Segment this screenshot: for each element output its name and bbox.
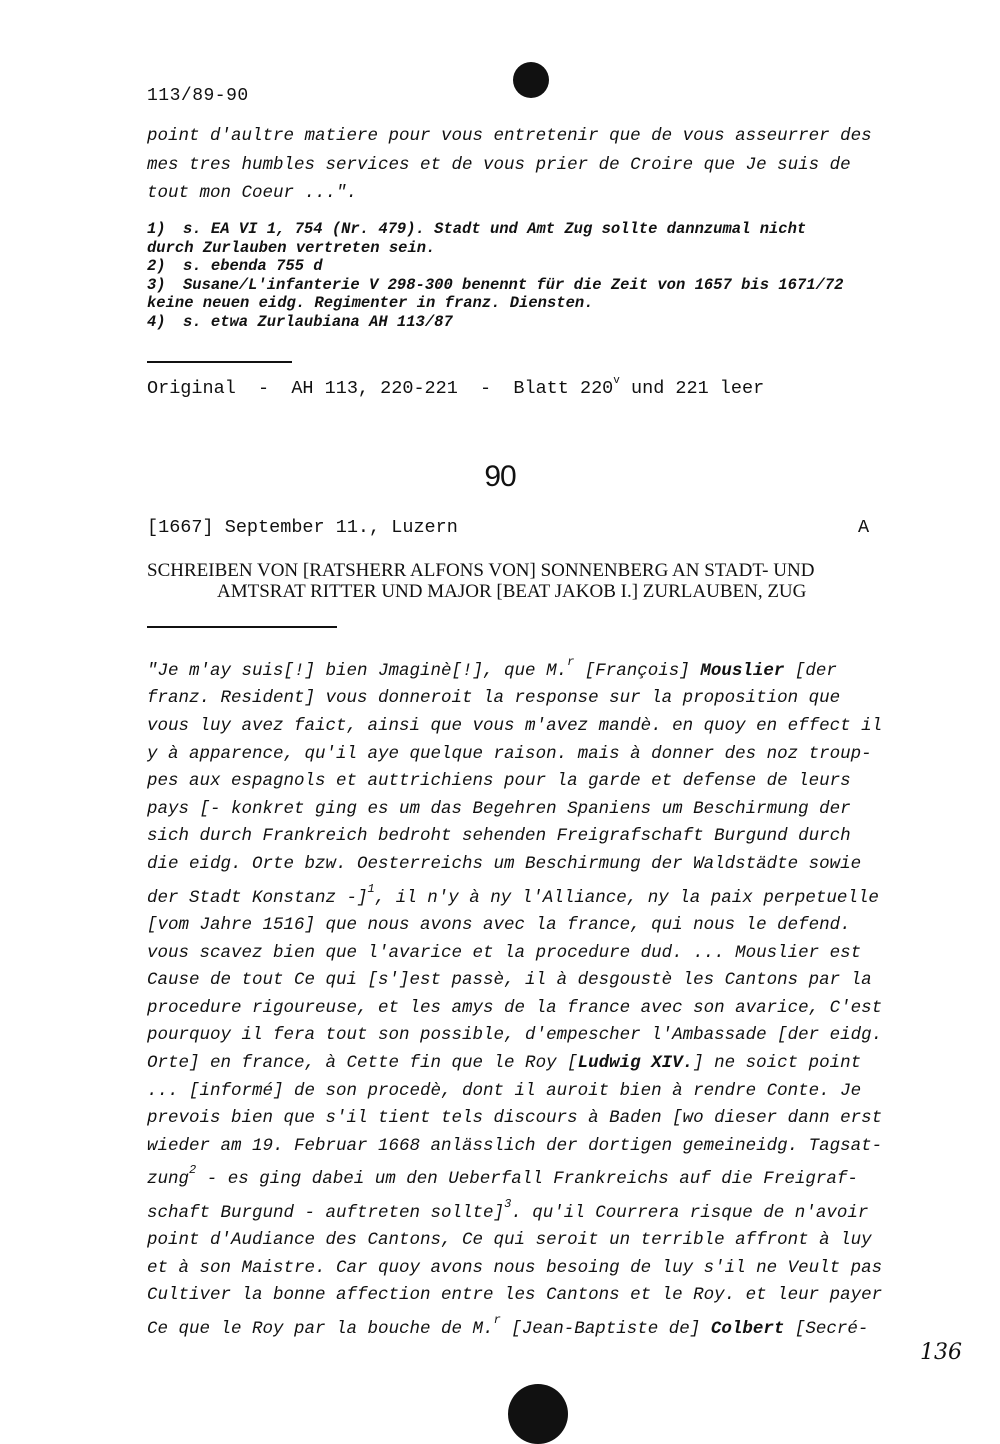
title-line: SCHREIBEN VON [RATSHERR ALFONS VON] SONNENBERG AN STADT- UND [147,560,815,581]
body-line [147,1133,917,1161]
footnote-text: keine neuen eidg. Regimenter in franz. Diensten. [147,294,594,313]
text-run: et à son Maistre. Car quoy avons nous besoing de luy s'il ne Veult pas [147,1257,883,1278]
text-run: vous luy avez faict, ainsi que vous m'avez mandè. en quoy en effect il [147,716,883,737]
text-run: [Jean-Baptiste de] [500,1318,711,1339]
text-run: prevois bien que s'il tient tels discours à Baden [wo dieser dann erst [147,1108,883,1129]
dateline: [1667] September 11., Luzern [147,517,458,538]
body-line [147,741,917,769]
bold-name: Colbert [710,1318,785,1339]
text-run: ] ne soict point [693,1052,862,1073]
body-line [147,851,917,879]
punch-hole-bottom [508,1384,568,1444]
original-suffix: und 221 leer [619,378,765,400]
body-line [147,995,917,1023]
body-line [147,1310,917,1343]
body-line [147,1282,917,1310]
footnote-marker: r [567,655,575,669]
text-run: wieder am 19. Februar 1668 anlässlich der dortigen gemeineidg. Tagsat- [147,1135,883,1156]
footnote-4 [147,313,917,332]
footnote-number: 2) [147,257,166,276]
body-line [147,1105,917,1133]
text-run: Ce que le Roy par la bouche de M. [147,1318,494,1339]
body-line [147,713,917,741]
folio-number: 136 [920,1340,962,1365]
body-line [147,685,917,713]
letter-body [147,652,917,1343]
body-line [147,1050,917,1078]
footnote-marker: r [493,1312,501,1327]
text-run: pourquoy il fera tout son possible, d'empescher l'Ambassade [der eidg. [147,1025,883,1046]
footnotes [147,220,917,332]
text-run: ... [informé] de son procedè, dont il auroit bien à rendre Conte. Je [147,1080,862,1101]
body-line [147,879,917,912]
document-title [147,560,814,602]
original-source-line [147,375,765,400]
text-run: , il n'y à ny l'Alliance, ny la paix perpetuelle [374,887,879,908]
footnote-text: s. etwa Zurlaubiana AH 113/87 [183,312,453,331]
text-run: franz. Resident] vous donneroit la response sur la proposition que [147,688,841,709]
text-run: [François] [574,660,701,681]
footnote-marker: 1 [367,881,375,896]
footnote-marker: 3 [504,1196,512,1211]
footnote-text: Susane/L'infanterie V 298-300 benennt für die Zeit von 1657 bis 1671/72 [183,275,844,294]
body-line [147,967,917,995]
text-run: der Stadt Konstanz -] [147,887,368,908]
document-category: A [858,517,870,538]
footnote-3-cont [147,294,917,313]
body-line [147,1160,917,1193]
body-line [147,1255,917,1283]
footnote-marker: 2 [189,1163,197,1178]
text-run: schaft Burgund - auftreten sollte] [147,1202,505,1223]
text-run: y à apparence, qu'il aye quelque raison. mais à donner des noz troup- [147,743,872,764]
document-number: 90 [484,460,516,493]
bold-name: Mouslier [700,660,785,681]
body-line [147,796,917,824]
text-run: Orte] en france, à Cette fin que le Roy [ [147,1052,578,1073]
intro-line: tout mon Coeur ...". [147,183,358,203]
footnote-text: s. ebenda 755 d [183,257,323,276]
punch-hole-top [513,62,549,98]
text-run: point d'Audiance des Cantons, Ce qui seroit un terrible affront à luy [147,1230,872,1251]
text-run: zung [147,1169,190,1190]
body-line [147,1022,917,1050]
text-run: . qu'il Courrera risque de n'avoir [511,1202,869,1223]
footnote-text: durch Zurlauben vertreten sein. [147,238,436,257]
footnote-number: 3) [147,275,166,294]
footnote-number: 1) [147,220,166,238]
footnote-1-cont [147,239,917,258]
body-line [147,1227,917,1255]
footnote-3 [147,276,917,295]
text-run: Cause de tout Ce qui [s']est passè, il à desgoustè les Cantons par la [147,970,872,991]
text-run: "Je m'ay suis[!] bien Jmaginè[!], que M. [147,660,568,681]
body-line [147,912,917,940]
body-line [147,768,917,796]
text-run: procedure rigoureuse, et les amys de la france avec son avarice, C'est [147,997,883,1018]
text-run: die eidg. Orte bzw. Oesterreichs um Beschirmung der Waldstädte sowie [147,853,862,874]
text-run: Cultiver la bonne affection entre les Cantons et le Roy. et leur payer [147,1285,883,1306]
intro-text [147,122,907,208]
text-run: [vom Jahre 1516] que nous avons avec la france, qui nous le defend. [147,915,851,935]
text-run: sich durch Frankreich bedroht sehenden Freigrafschaft Burgund durch [147,826,851,847]
body-line [147,940,917,968]
title-separator [147,626,337,628]
footnote-1 [147,220,917,239]
original-superscript: v [613,375,620,387]
body-line [147,652,917,685]
bold-name: Ludwig XIV. [577,1052,694,1073]
page-reference: 113/89-90 [147,86,249,106]
body-line [147,1078,917,1106]
text-run: pes aux espagnols et auttrichiens pour la garde et defense de leurs [147,771,851,792]
footnote-number: 4) [147,312,166,331]
footnote-text: s. EA VI 1, 754 (Nr. 479). Stadt und Amt Zug sollte dannzumal nicht [183,220,807,238]
intro-line: point d'aultre matiere pour vous entretenir que de vous asseurrer des [147,126,872,146]
original-prefix: Original - AH 113, 220-221 - Blatt 220 [147,378,614,400]
footnote-2 [147,257,917,276]
text-run: [Secré- [784,1318,869,1339]
footnote-separator [147,361,292,363]
intro-line: mes tres humbles services et de vous prier de Croire que Je suis de [147,154,851,175]
title-line: AMTSRAT RITTER UND MAJOR [BEAT JAKOB I.] ZURLAUBEN, ZUG [217,581,807,602]
text-run: vous scavez bien que l'avarice et la procedure dud. ... Mouslier est [147,942,862,963]
text-run: - es ging dabei um den Ueberfall Frankreichs auf die Freigraf- [196,1169,858,1190]
body-line [147,823,917,851]
text-run: [der [784,660,837,681]
text-run: pays [- konkret ging es um das Begehren Spaniens um Beschirmung der [147,798,851,819]
body-line [147,1194,917,1227]
